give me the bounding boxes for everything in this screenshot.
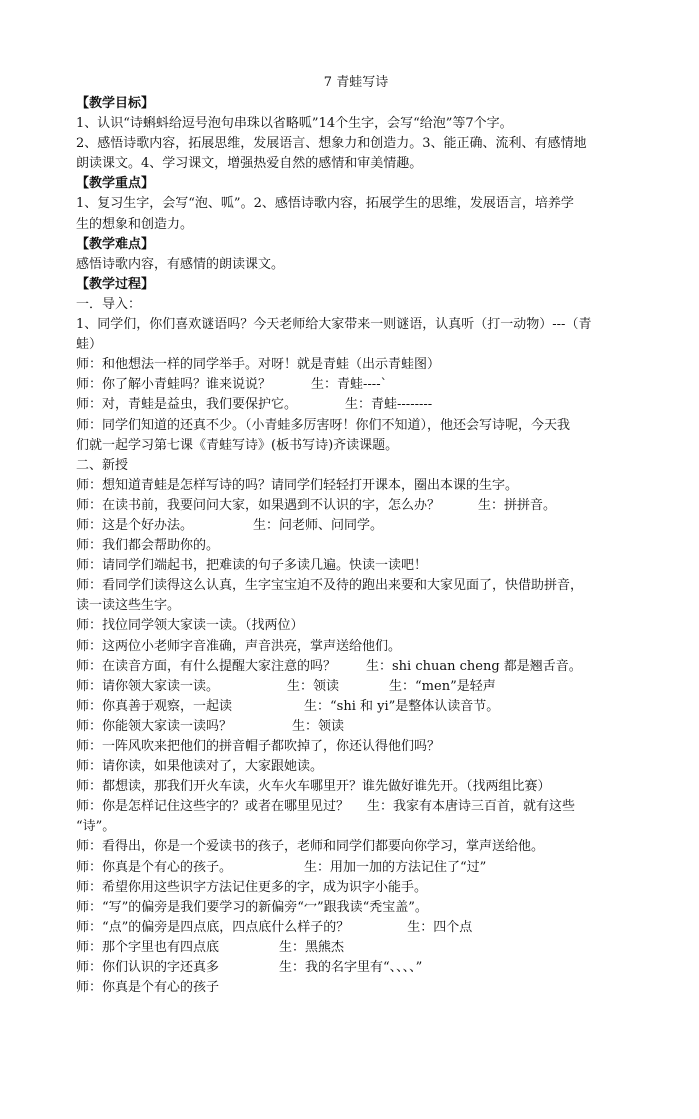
text-line xyxy=(76,295,636,315)
line-text: 们就一起学习第七课《青蛙写诗》(板书写诗)齐读课题。 xyxy=(76,437,399,453)
line-text: 师：想知道青蛙是怎样写诗的吗？请同学们轻轻打开课本，圈出本课的生字。 xyxy=(76,477,519,493)
line-text: 师：在读音方面，有什么提醒大家注意的吗？ xyxy=(76,658,337,674)
line-text: 师：同学们知道的还真不少。（小青蛙多厉害呀！你们不知道），他还会写诗呢，今天我 xyxy=(76,417,571,433)
student-response: 生：我家有本唐诗三百首，就有这些 xyxy=(367,799,576,815)
line-text: 师：你们认识的字还真多 xyxy=(76,960,220,976)
student-response: 生：青蛙-------- xyxy=(345,397,433,413)
text-line xyxy=(76,958,636,978)
student-response: 生：“men”是轻声 xyxy=(389,678,496,694)
student-response: 生：问老师、问同学。 xyxy=(253,517,384,533)
text-line xyxy=(76,596,636,616)
student-response: 生：shi chuan cheng 都是翘舌音。 xyxy=(366,658,582,674)
line-text: 读一读这些生字。 xyxy=(76,598,181,614)
line-text: 【教学过程】 xyxy=(76,276,155,292)
line-text: 2、感悟诗歌内容，拓展思维，发展语言、想象力和创造力。3、能正确、流利、有感情地 xyxy=(76,136,587,152)
text-line xyxy=(76,154,636,174)
text-line xyxy=(76,516,636,536)
text-line xyxy=(76,616,636,636)
text-line xyxy=(76,416,636,436)
text-line xyxy=(76,255,636,275)
line-text: 朗读课文。4、学习课文，增强热爱自然的感情和审美情趣。 xyxy=(76,156,423,172)
text-line xyxy=(76,898,636,918)
text-line xyxy=(76,918,636,938)
line-text: 蛙） xyxy=(76,337,103,353)
student-response: 生：领读 xyxy=(287,678,340,694)
text-line xyxy=(76,797,636,817)
line-text: 生的想象和创造力。 xyxy=(76,216,194,232)
text-line xyxy=(76,858,636,878)
section-heading xyxy=(76,94,636,114)
text-line xyxy=(76,777,636,797)
line-text: 师：对，青蛙是益虫，我们要保护它。 xyxy=(76,397,298,413)
line-text: 【教学目标】 xyxy=(76,96,155,111)
line-text: 【教学重点】 xyxy=(76,176,155,192)
line-text: 师：找位同学领大家读一读。（找两位） xyxy=(76,618,304,634)
line-text: 一．导入： xyxy=(76,296,142,312)
section-heading xyxy=(76,275,636,295)
line-text: 1、同学们，你们喜欢谜语吗？今天老师给大家带来一则谜语，认真听（打一动物）---（青 xyxy=(76,317,592,333)
line-text: 师：都想读，那我们开火车读，火车火车哪里开？谁先做好谁先开。（找两组比赛） xyxy=(76,779,551,795)
line-text: “诗”。 xyxy=(76,819,116,835)
line-text: 师：请同学们端起书，把难读的句子多读几遍。快读一读吧！ xyxy=(76,558,428,574)
document-title: 7 青蛙写诗 xyxy=(323,75,389,90)
line-text: 师：一阵风吹来把他们的拼音帽子都吹掉了，你还认得他们吗？ xyxy=(76,739,441,754)
text-line xyxy=(76,757,636,777)
text-line xyxy=(76,737,636,757)
section-heading xyxy=(76,174,636,194)
text-line xyxy=(76,194,636,214)
line-text: 师：希望你用这些识字方法记住更多的字，成为识字小能手。 xyxy=(76,879,428,895)
line-text: 师：你能领大家读一读吗？ xyxy=(76,718,233,734)
line-text: 师：和他想法一样的同学举手。对呀！就是青蛙（出示青蛙图） xyxy=(76,357,441,373)
text-line xyxy=(76,134,636,154)
line-text: 师：看同学们读得这么认真，生字宝宝迫不及待的跑出来要和大家见面了，快借助拼音， xyxy=(76,578,584,594)
line-text: 师：在读书前，我要问问大家，如果遇到不认识的字，怎么办？ xyxy=(76,497,441,513)
student-response: 生：四个点 xyxy=(407,919,473,935)
line-text: 师：这是个好办法。 xyxy=(76,517,194,533)
student-response: 生：我的名字里有“、、、、” xyxy=(279,960,423,976)
text-line xyxy=(76,938,636,958)
line-text: 师：你真善于观察，一起读 xyxy=(76,698,233,714)
text-line xyxy=(76,717,636,737)
line-text: 师：“点”的偏旁是四点底，四点底什么样子的？ xyxy=(76,919,350,935)
text-line xyxy=(76,114,636,134)
line-text: 师：你是怎样记住这些字的？或者在哪里见过？ xyxy=(76,799,350,815)
text-line xyxy=(76,436,636,456)
text-line xyxy=(76,476,636,496)
text-line xyxy=(76,395,636,415)
text-line xyxy=(76,817,636,837)
text-line xyxy=(76,355,636,375)
line-text: 师：“写”的偏旁是我们要学习的新偏旁“冖”跟我读“秃宝盖”。 xyxy=(76,899,428,915)
text-line xyxy=(76,837,636,857)
section-heading xyxy=(76,235,636,255)
text-line xyxy=(76,878,636,898)
line-text: 师：看得出，你是一个爱读书的孩子，老师和同学们都要向你学习，掌声送给他。 xyxy=(76,839,545,855)
student-response: 生：青蛙----` xyxy=(311,377,388,393)
line-text: 师：请你领大家读一读。 xyxy=(76,678,220,694)
document-page xyxy=(76,72,636,998)
text-line xyxy=(76,677,636,697)
line-text: 二、新授 xyxy=(76,457,129,473)
text-line xyxy=(76,576,636,596)
line-text: 【教学难点】 xyxy=(76,236,155,252)
text-line xyxy=(76,496,636,516)
line-text: 师：请你读，如果他读对了，大家跟她读。 xyxy=(76,759,324,775)
line-text: 1、复习生字，会写“泡、呱”。2、感悟诗歌内容，拓展学生的思维，发展语言，培养学 xyxy=(76,196,574,212)
student-response: 生：用加一加的方法记住了“过” xyxy=(304,859,487,875)
text-line xyxy=(76,335,636,355)
text-line xyxy=(76,637,636,657)
student-response: 生：拼拼音。 xyxy=(478,497,557,513)
line-text: 师：你真是个有心的孩子。 xyxy=(76,859,233,875)
student-response: 生：黑熊杰 xyxy=(279,939,345,955)
line-text: 师：这两位小老师字音准确，声音洪亮，掌声送给他们。 xyxy=(76,638,402,654)
student-response: 生：“shi 和 yi”是整体认读音节。 xyxy=(304,698,500,714)
line-text: 感悟诗歌内容，有感情的朗读课文。 xyxy=(76,256,285,272)
text-line xyxy=(76,697,636,717)
line-text: 师：那个字里也有四点底 xyxy=(76,939,220,955)
text-line xyxy=(76,375,636,395)
text-line xyxy=(76,315,636,335)
line-text: 师：你了解小青蛙吗？谁来说说？ xyxy=(76,377,272,393)
text-line xyxy=(76,657,636,677)
text-line xyxy=(76,556,636,576)
text-line xyxy=(76,456,636,476)
text-line xyxy=(76,536,636,556)
student-response: 生：领读 xyxy=(292,718,345,734)
document-body xyxy=(76,94,636,998)
line-text: 1、认识“诗蝌蚪给逗号泡句串珠以省略呱”14个生字，会写“给泡”等7个字。 xyxy=(76,116,513,132)
line-text: 师：我们都会帮助你的。 xyxy=(76,538,220,554)
text-line xyxy=(76,978,636,998)
line-text: 师：你真是个有心的孩子 xyxy=(76,980,220,996)
text-line xyxy=(76,215,636,235)
